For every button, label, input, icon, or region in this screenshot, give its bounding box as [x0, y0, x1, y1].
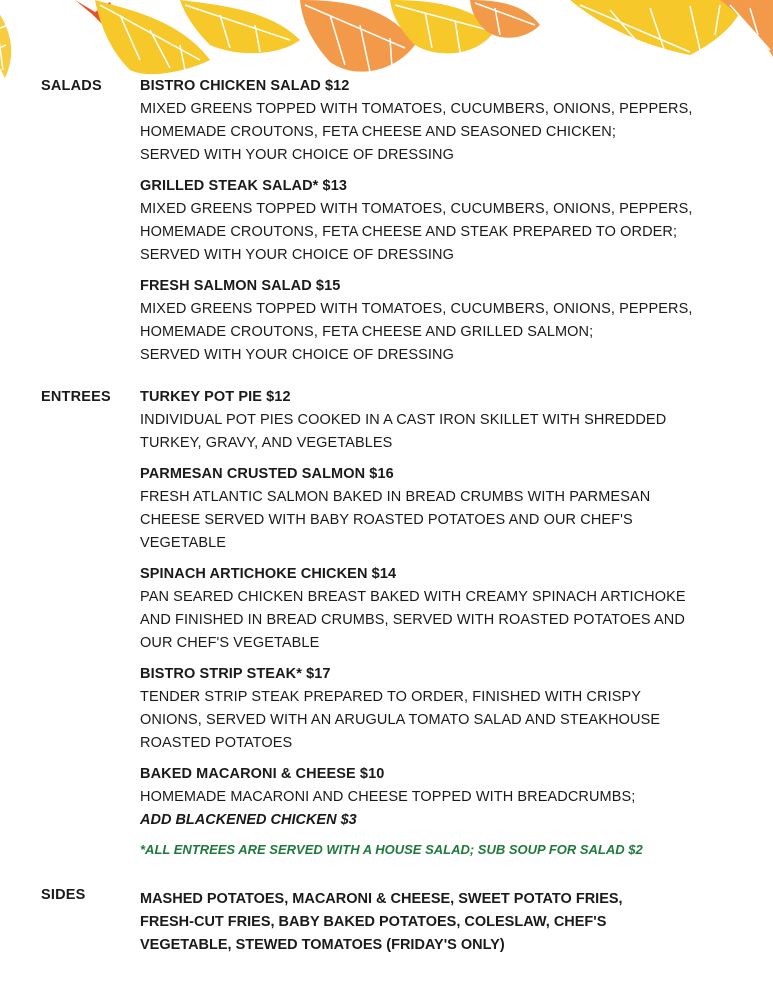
- menu-item-description: TURKEY, GRAVY, AND VEGETABLES: [140, 435, 393, 451]
- menu-item: [140, 763, 760, 832]
- menu-item-description: HOMEMADE CROUTONS, FETA CHEESE AND GRILLED SALMON;: [140, 324, 594, 340]
- menu-item-title: TURKEY POT PIE $12: [140, 389, 291, 405]
- menu-item-description: ONIONS, SERVED WITH AN ARUGULA TOMATO SALAD AND STEAKHOUSE: [140, 712, 661, 728]
- menu-item: [140, 563, 760, 655]
- menu-item-description: AND FINISHED IN BREAD CRUMBS, SERVED WITH ROASTED POTATOES AND: [140, 612, 685, 628]
- menu-item-title: SPINACH ARTICHOKE CHICKEN $14: [140, 566, 397, 582]
- menu-item-title: GRILLED STEAK SALAD* $13: [140, 178, 348, 194]
- leaf-banner-decoration: [0, 0, 773, 80]
- menu-item-title: BAKED MACARONI & CHEESE $10: [140, 766, 385, 782]
- menu-item: [140, 663, 760, 755]
- menu-item-description: FRESH ATLANTIC SALMON BAKED IN BREAD CRUMBS WITH PARMESAN: [140, 489, 651, 505]
- menu-item-title: FRESH SALMON SALAD $15: [140, 278, 341, 294]
- menu-item-description: HOMEMADE MACARONI AND CHEESE TOPPED WITH BREADCRUMBS;: [140, 789, 636, 805]
- leaf-icon: [180, 0, 300, 53]
- menu-item-description: INDIVIDUAL POT PIES COOKED IN A CAST IRON SKILLET WITH SHREDDED: [140, 412, 667, 428]
- section-label-sides: SIDES: [41, 887, 86, 903]
- sides-section: [140, 888, 760, 957]
- menu-item-addon: ADD BLACKENED CHICKEN $3: [140, 812, 357, 828]
- sides-list-line: FRESH-CUT FRIES, BABY BAKED POTATOES, COLESLAW, CHEF'S: [140, 914, 607, 930]
- menu-item-description: HOMEMADE CROUTONS, FETA CHEESE AND STEAK PREPARED TO ORDER;: [140, 224, 678, 240]
- menu-item: [140, 275, 760, 367]
- menu-item-description: MIXED GREENS TOPPED WITH TOMATOES, CUCUMBERS, ONIONS, PEPPERS,: [140, 301, 693, 317]
- menu-item-description: MIXED GREENS TOPPED WITH TOMATOES, CUCUMBERS, ONIONS, PEPPERS,: [140, 201, 693, 217]
- menu-item-description: TENDER STRIP STEAK PREPARED TO ORDER, FINISHED WITH CRISPY: [140, 689, 642, 705]
- entrees-footnote: *ALL ENTREES ARE SERVED WITH A HOUSE SALAD; SUB SOUP FOR SALAD $2: [140, 842, 643, 857]
- leaf-icon: [570, 0, 745, 55]
- leaf-icon: [0, 0, 11, 78]
- menu-item-description: CHEESE SERVED WITH BABY ROASTED POTATOES AND OUR CHEF'S: [140, 512, 633, 528]
- menu-item-description: MIXED GREENS TOPPED WITH TOMATOES, CUCUMBERS, ONIONS, PEPPERS,: [140, 101, 693, 117]
- salads-section: [140, 75, 760, 375]
- menu-item-description: SERVED WITH YOUR CHOICE OF DRESSING: [140, 147, 454, 163]
- menu-item-description: OUR CHEF'S VEGETABLE: [140, 635, 320, 651]
- menu-item-title: BISTRO STRIP STEAK* $17: [140, 666, 331, 682]
- sides-list-line: VEGETABLE, STEWED TOMATOES (FRIDAY'S ONLY): [140, 937, 505, 953]
- sides-list-line: MASHED POTATOES, MACARONI & CHEESE, SWEET POTATO FRIES,: [140, 891, 623, 907]
- menu-item: [140, 175, 760, 267]
- section-label-entrees: ENTREES: [41, 389, 111, 405]
- menu-item: [140, 75, 760, 167]
- section-label-salads: SALADS: [41, 78, 102, 94]
- menu-item-description: PAN SEARED CHICKEN BREAST BAKED WITH CREAMY SPINACH ARTICHOKE: [140, 589, 686, 605]
- menu-item-title: PARMESAN CRUSTED SALMON $16: [140, 466, 394, 482]
- menu-item-description: ROASTED POTATOES: [140, 735, 293, 751]
- menu-item: [140, 463, 760, 555]
- menu-item-description: HOMEMADE CROUTONS, FETA CHEESE AND SEASONED CHICKEN;: [140, 124, 616, 140]
- menu-item-description: SERVED WITH YOUR CHOICE OF DRESSING: [140, 247, 454, 263]
- menu-item-title: BISTRO CHICKEN SALAD $12: [140, 78, 350, 94]
- entrees-section: [140, 386, 760, 860]
- menu-item-description: SERVED WITH YOUR CHOICE OF DRESSING: [140, 347, 454, 363]
- menu-item-description: VEGETABLE: [140, 535, 227, 551]
- menu-item: [140, 386, 760, 455]
